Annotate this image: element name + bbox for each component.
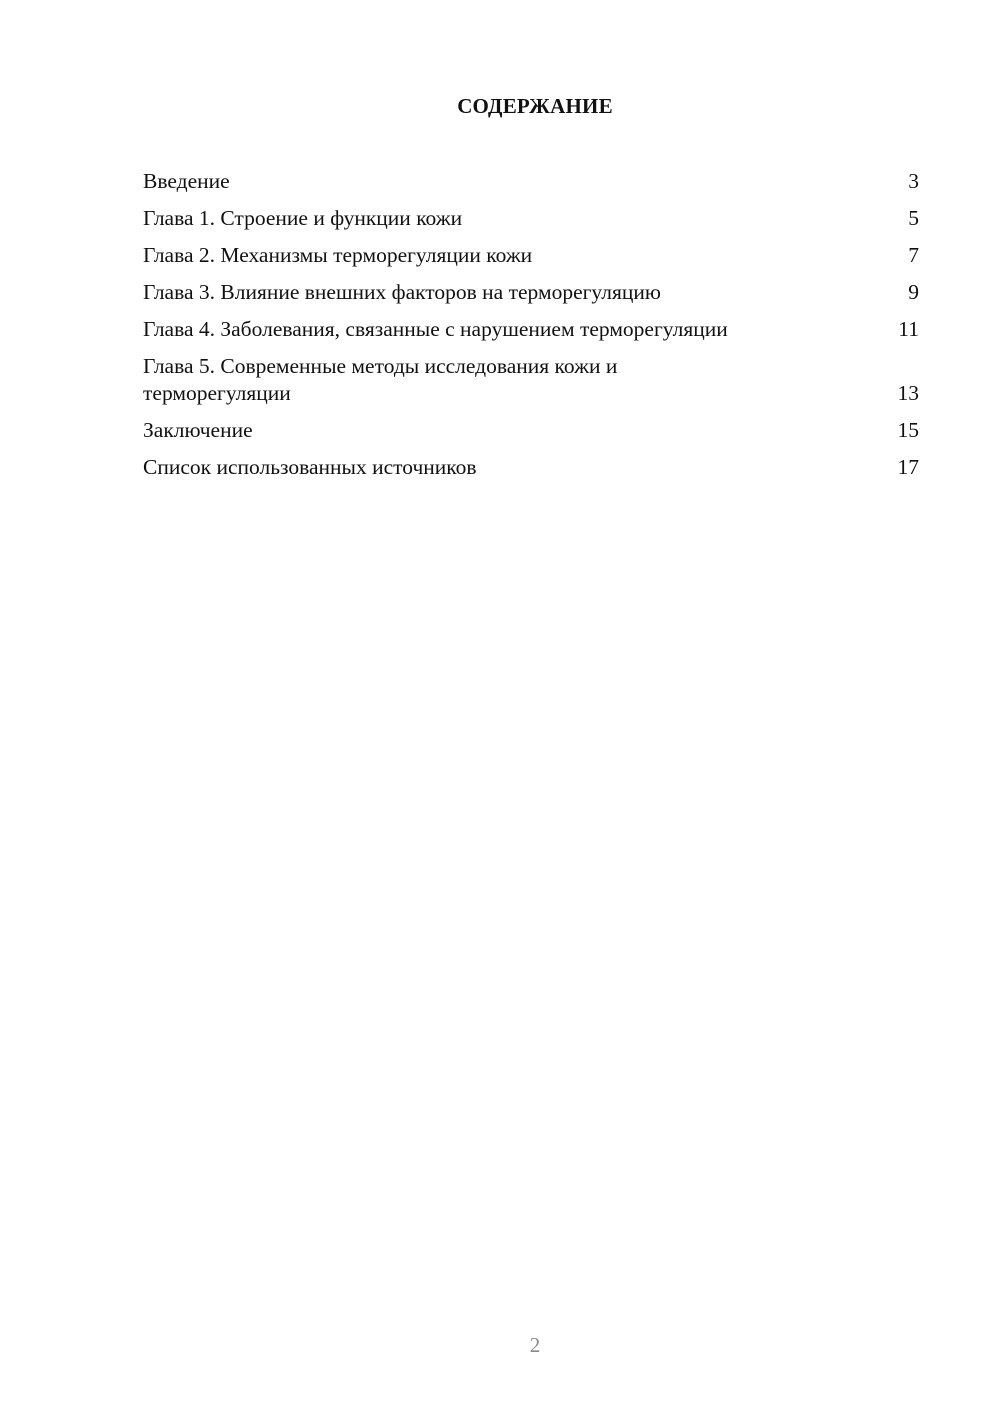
toc-entry-references[interactable] (143, 454, 919, 491)
toc-entry-conclusion[interactable] (143, 417, 919, 454)
toc-entry-page: 3 (908, 169, 919, 193)
toc-entry-page: 11 (898, 317, 919, 341)
toc-entry-label: Глава 5. Современные методы исследования кожи и терморегуляции (143, 354, 618, 405)
toc-entry-page: 15 (897, 418, 919, 442)
toc-entry-label: Заключение (143, 418, 253, 442)
page-title: СОДЕРЖАНИЕ (457, 94, 613, 118)
toc-entry-label: Введение (143, 169, 230, 193)
toc-entry-page: 7 (908, 243, 919, 267)
toc-entry-chapter-2[interactable] (143, 242, 919, 279)
toc-entry-page: 9 (908, 280, 919, 304)
toc-entry-chapter-4[interactable] (143, 316, 919, 353)
toc-entry-page: 17 (897, 455, 919, 479)
page-number: 2 (529, 1333, 541, 1357)
toc-entry-chapter-1[interactable] (143, 205, 919, 242)
toc-entry-chapter-5[interactable] (143, 353, 919, 417)
toc-entry-label: Глава 4. Заболевания, связанные с нарушением терморегуляции (143, 317, 728, 341)
toc-entry-page: 13 (897, 381, 919, 405)
toc-entry-label: Список использованных источников (143, 455, 477, 479)
toc-entry-chapter-3[interactable] (143, 279, 919, 316)
toc-entry-label: Глава 1. Строение и функции кожи (143, 206, 463, 230)
toc-entry-label: Глава 3. Влияние внешних факторов на терморегуляцию (143, 280, 661, 304)
toc-entry-introduction[interactable] (143, 168, 919, 205)
toc-entry-page: 5 (908, 206, 919, 230)
table-of-contents (143, 168, 919, 491)
toc-entry-label: Глава 2. Механизмы терморегуляции кожи (143, 243, 533, 267)
